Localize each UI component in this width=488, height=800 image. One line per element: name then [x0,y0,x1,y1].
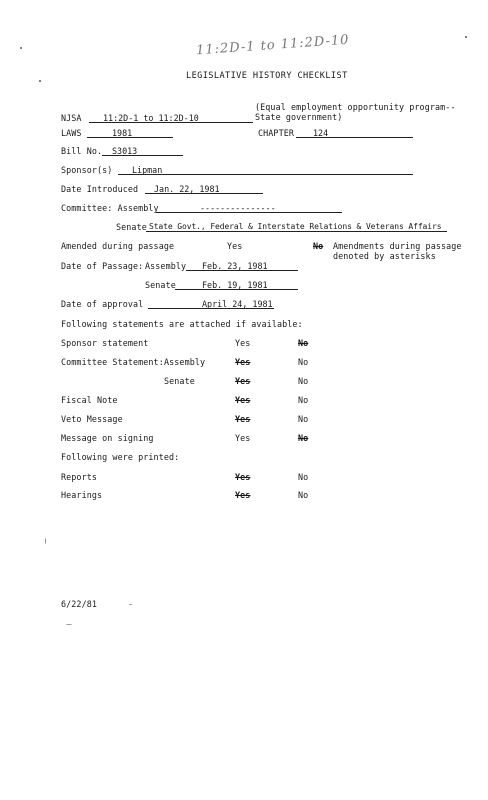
statements-heading: Following statements are attached if available: [61,319,303,329]
passage-senate-label: Senate [145,280,176,290]
fiscal-note-no: No [298,395,309,405]
laws-value: 1981 [112,128,133,138]
reports-label: Reports [61,472,97,482]
fiscal-note-label: Fiscal Note [61,395,118,405]
scan-speck [465,36,467,38]
committee-senate-label: Senate [116,222,147,232]
scan-speck [39,80,41,82]
date-introduced-value: Jan. 22, 1981 [154,184,220,194]
veto-message-label: Veto Message [61,414,123,424]
message-on-signing-yes: Yes [235,433,251,443]
document-title: LEGISLATIVE HISTORY CHECKLIST [186,71,348,81]
committee-statement-label: Committee Statement: [61,357,164,367]
sponsor-statement-label: Sponsor statement [61,338,149,348]
reports-no: No [298,472,309,482]
veto-message-yes-struck: Yes [235,414,251,424]
sponsor-statement-yes: Yes [235,338,251,348]
scan-speck [45,538,46,544]
njsa-value: 11:2D-1 to 11:2D-10 [103,113,199,123]
amended-label: Amended during passage [61,241,175,251]
committee-statement-assembly-yes-struck: Yes [235,357,251,367]
handwritten-annotation: 11:2D-1 to 11:2D-10 [195,32,350,59]
hearings-yes-struck: Yes [235,490,251,500]
amended-no-struck: No [313,241,324,251]
njsa-note: (Equal employment opportunity program-- State government) [255,102,456,122]
hearings-no: No [298,490,309,500]
date-introduced-label: Date Introduced [61,184,139,194]
passage-senate-value: Feb. 19, 1981 [202,280,268,290]
committee-assembly-value: --------------- [200,203,276,213]
committee-label: Committee: Assembly [61,203,159,213]
committee-senate-value: State Govt., Federal & Interstate Relations & Veterans Affairs [149,222,442,231]
footer-date-code: 6/22/81 [61,599,97,609]
fiscal-note-yes-struck: Yes [235,395,251,405]
chapter-label: CHAPTER [258,128,294,138]
message-on-signing-label: Message on signing [61,433,154,443]
committee-statement-assembly-no: No [298,357,309,367]
committee-statement-senate-no: No [298,376,309,386]
hearings-label: Hearings [61,490,103,500]
laws-label: LAWS [61,128,82,138]
passage-label: Date of Passage: [61,261,144,271]
committee-statement-senate-yes-struck: Yes [235,376,251,386]
amended-note: Amendments during passage denoted by asterisks [333,241,462,261]
sponsor-statement-no-struck: No [298,338,309,348]
sponsor-value: Lipman [132,165,163,175]
committee-statement-senate-label: Senate [164,376,195,386]
bill-label: Bill No. [61,146,103,156]
amended-yes: Yes [227,241,243,251]
scan-speck [66,624,72,625]
veto-message-no: No [298,414,309,424]
sponsor-label: Sponsor(s) [61,165,113,175]
passage-assembly-label: Assembly [145,261,187,271]
committee-statement-assembly-label: Assembly [164,357,206,367]
approval-value: April 24, 1981 [202,299,273,309]
message-on-signing-no-struck: No [298,433,309,443]
scan-speck [20,47,22,49]
approval-label: Date of approval [61,299,144,309]
passage-assembly-value: Feb. 23, 1981 [202,261,268,271]
bill-value: S3013 [112,146,138,156]
njsa-label: NJSA [61,113,82,123]
printed-heading: Following were printed: [61,452,180,462]
scan-speck [129,604,132,605]
reports-yes-struck: Yes [235,472,251,482]
chapter-value: 124 [313,128,329,138]
